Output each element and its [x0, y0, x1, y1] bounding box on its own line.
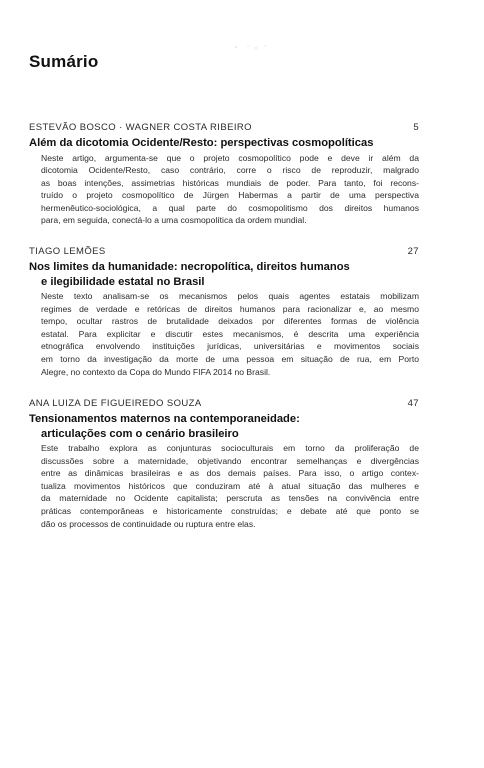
- entry-authors: ESTEVÃO BOSCO · WAGNER COSTA RIBEIRO: [29, 122, 252, 133]
- abstract-line: regimes de verdade e retóricas de direitos humanos para racionalizar e, ao mesmo: [41, 303, 419, 314]
- entry-header: [29, 398, 419, 411]
- abstract-line: dicotomia Ocidente/Resto, caso contrário, corre o risco de reproduzir, malgrado: [41, 165, 419, 176]
- toc-entry-2: [29, 246, 419, 378]
- entry-header: [29, 246, 419, 259]
- entry-title[interactable]: [29, 136, 419, 151]
- abstract-line: Neste artigo, argumenta-se que o projeto cosmopolítico pode e deve ir além da: [41, 152, 419, 163]
- entry-title-line: Nos limites da humanidade: necropolítica, direitos humanos: [29, 261, 350, 273]
- entry-title[interactable]: [29, 260, 419, 289]
- entry-page-number: 47: [407, 398, 419, 409]
- entry-authors: ANA LUIZA DE FIGUEIREDO SOUZA: [29, 398, 202, 409]
- abstract-line: entre as dinâmicas brasileiras e as dos demais países. Para isso, o artigo contex-: [41, 468, 419, 479]
- abstract-line: práticas contemporâneas e historicamente construídas; e debate até que ponto se: [41, 505, 419, 516]
- abstract-line: para, em seguida, conectá-lo a uma cosmopolítica da ordem mundial.: [41, 215, 307, 226]
- entry-title[interactable]: [29, 412, 419, 441]
- abstract-line: Este trabalho explora as conjunturas socioculturais em torno da proliferação de: [41, 443, 419, 453]
- abstract-line: as boas intenções, assimetrias históricas mundiais de poder. Para tanto, foi recons-: [41, 177, 419, 188]
- entry-authors: TIAGO LEMÕES: [29, 246, 106, 257]
- entry-abstract: [29, 290, 419, 378]
- abstract-line: hermenêutico-sociológica, a qual parte do cosmopolitismo dos direitos humanos: [41, 202, 419, 213]
- abstract-line: da maternidade no Ocidente capitalista; perscruta as tensões na convivência entre: [41, 493, 419, 504]
- abstract-line: truído o projeto cosmopolítico de Jürgen Habermas a partir de uma perspectiva: [41, 190, 419, 201]
- page-title: Sumário: [29, 52, 99, 71]
- entry-page-number: 5: [413, 122, 419, 133]
- abstract-line: Neste texto analisam-se os mecanismos pelos quais agentes estatais mobilizam: [41, 291, 419, 301]
- abstract-line: tualiza movimentos históricos que conduziram até à atual situação das mulheres e: [41, 480, 419, 491]
- abstract-line: discussões sobre a maternidade, objetivando encontrar semelhanças e divergências: [41, 455, 419, 466]
- abstract-line: estatal. Para explicitar e discutir estes mecanismos, é descrita uma experiência: [41, 328, 419, 339]
- abstract-line: em torno da investigação da morte de uma pessoa em situação de rua, em Porto: [41, 353, 419, 364]
- entry-abstract: [29, 152, 419, 228]
- abstract-line: etnográfica envolvendo instituições jurídicas, universitárias e movimentos sociais: [41, 341, 419, 352]
- entry-title-line: e ilegibilidade estatal no Brasil: [41, 275, 205, 288]
- toc-entry-3: [29, 398, 419, 530]
- entry-title-line: Tensionamentos maternos na contemporaneidade:: [29, 413, 300, 425]
- abstract-line: dão os processos de continuidade ou ruptura entre elas.: [41, 518, 256, 529]
- entry-page-number: 27: [407, 246, 419, 257]
- scan-speck-marks: [232, 44, 272, 50]
- entry-abstract: [29, 442, 419, 530]
- entry-title-line: Além da dicotomia Ocidente/Resto: perspectivas cosmopolíticas: [29, 137, 374, 149]
- abstract-line: tempo, ocultar rastros de brutalidade deixados por diferentes formas de violência: [41, 316, 419, 327]
- entry-title-line: articulações com o cenário brasileiro: [41, 427, 239, 440]
- abstract-line: Alegre, no contexto da Copa do Mundo FIFA 2014 no Brasil.: [41, 366, 271, 377]
- toc-entry-1: [29, 122, 419, 227]
- entry-header: [29, 122, 419, 135]
